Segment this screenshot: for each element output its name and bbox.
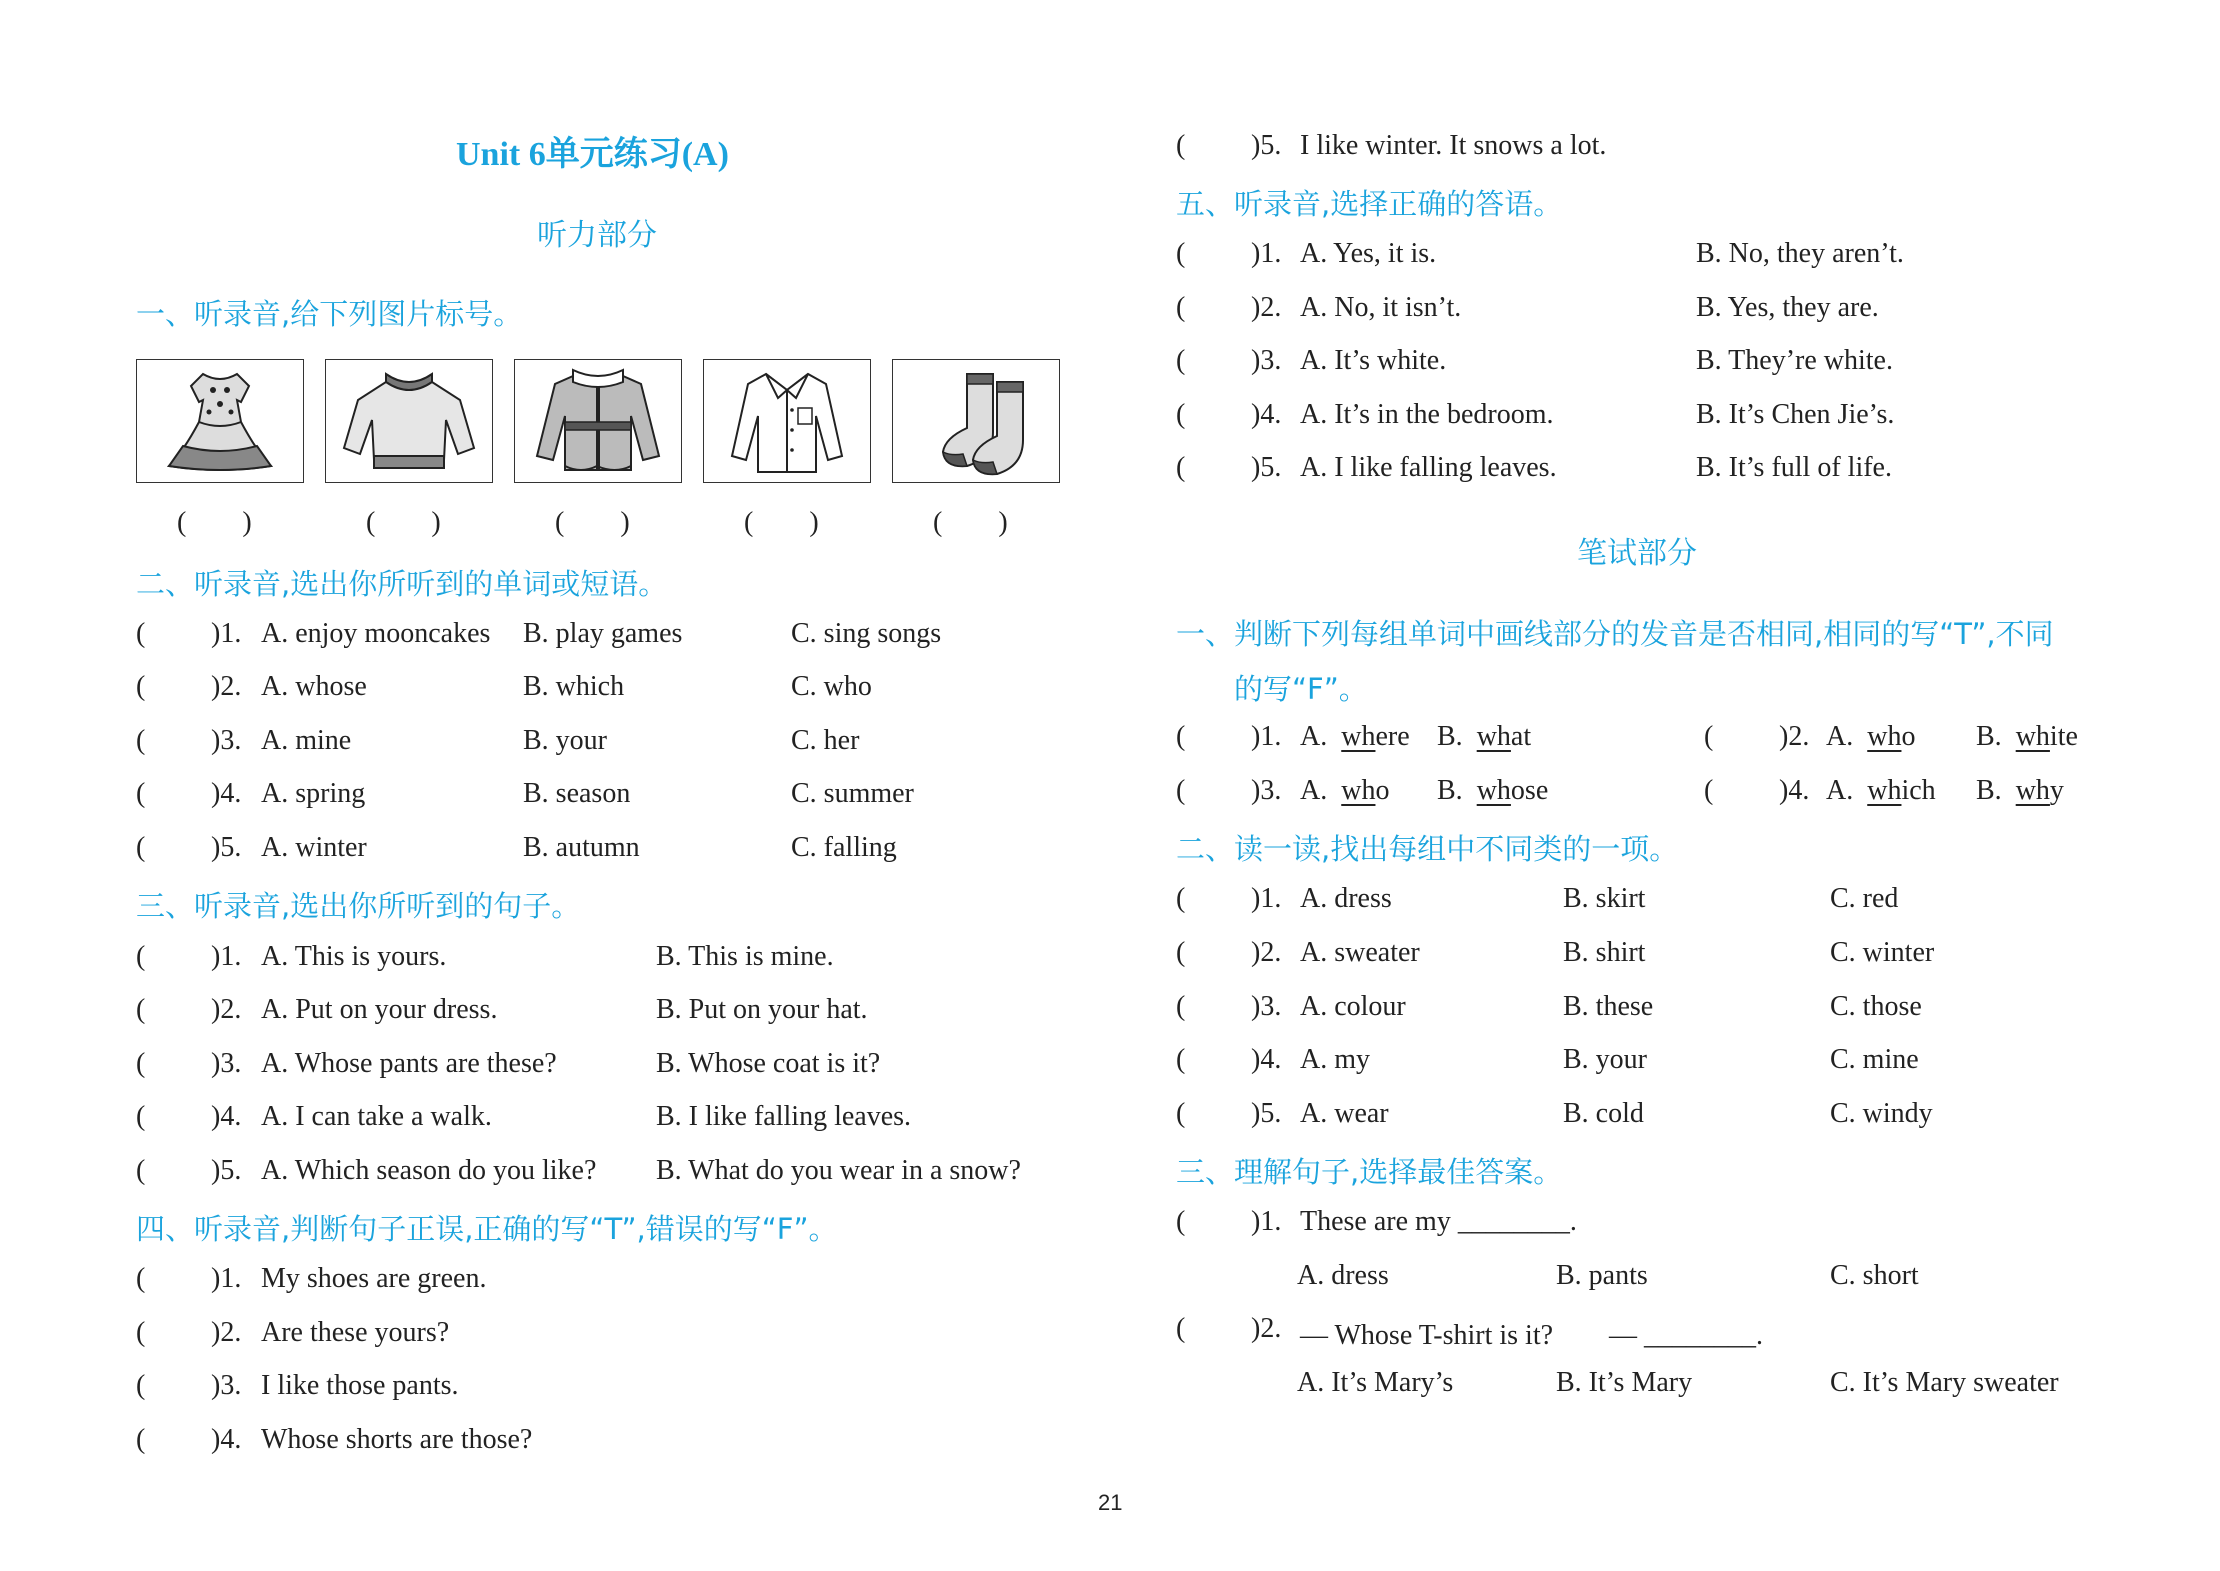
answer-blank[interactable]: ( [136,1317,146,1348]
option-b: B. This is mine. [656,941,834,972]
answer-blank[interactable]: ( [1704,775,1714,806]
w2-heading: 二、读一读,找出每组中不同类的一项。 [1176,832,1679,866]
question-number: )1. [211,1263,242,1294]
question-number: )1. [1251,238,1282,269]
option-b: B. Whose coat is it? [656,1048,881,1079]
answer-blank[interactable]: ( [136,725,146,756]
answer-blank[interactable]: ( [136,671,146,702]
answer-blank[interactable]: ( [1704,721,1714,752]
answer-blank[interactable]: ( [136,1263,146,1294]
option-c: C. mine [1830,1044,1919,1075]
answer-blank[interactable]: ( [1176,399,1186,430]
option-a: A. Whose pants are these? [261,1048,557,1079]
l1-heading: 一、听录音,给下列图片标号。 [136,297,523,331]
answer-blank[interactable]: ( [136,1424,146,1455]
question-number: )2. [1779,721,1810,752]
l4-heading: 四、听录音,判断句子正误,正确的写“T”,错误的写“F”。 [136,1212,838,1246]
question-number: )2. [211,671,242,702]
option-b: B. which [523,671,625,702]
option-b: B. skirt [1563,883,1646,914]
l2-heading: 二、听录音,选出你所听到的单词或短语。 [136,567,668,601]
option-b: B. play games [523,618,683,649]
option-b: B. It’s Mary [1556,1367,1693,1398]
option-c: C. her [791,725,860,756]
statement: My shoes are green. [261,1263,487,1294]
option-c: C. sing songs [791,618,942,649]
option-a: A. It’s white. [1300,345,1447,376]
answer-blank[interactable]: ( [136,994,146,1025]
option-a: A. who [1300,775,1390,806]
answer-blank[interactable]: ( [136,941,146,972]
question-number: )4. [1251,1044,1282,1075]
question-number: )2. [211,1317,242,1348]
answer-blank[interactable]: ( [136,778,146,809]
page-title: Unit 6单元练习(A) [456,136,729,173]
socks-icon [893,360,1059,482]
question-number: )2. [1251,292,1282,323]
option-b: B. pants [1556,1260,1648,1291]
option-b: B. why [1976,775,2064,806]
option-b: B. your [1563,1044,1647,1075]
answer-blank[interactable]: ( [1176,775,1186,806]
option-a: A. Put on your dress. [261,994,498,1025]
option-a: A. This is yours. [261,941,447,972]
question-text: These are my ________. [1300,1206,1577,1237]
answer-blank[interactable]: ( [1176,1044,1186,1075]
question-number: )5. [211,832,242,863]
option-c: C. windy [1830,1098,1933,1129]
coat-icon [515,360,681,482]
option-b: B. They’re white. [1696,345,1893,376]
option-a: A. wear [1300,1098,1389,1129]
question-number: )3. [1251,345,1282,376]
answer-blank[interactable]: ( [1176,345,1186,376]
option-b: B. white [1976,721,2078,752]
option-a: A. mine [261,725,352,756]
option-a: A. Yes, it is. [1300,238,1437,269]
statement: I like those pants. [261,1370,459,1401]
question-number: )2. [211,994,242,1025]
option-a: A. I like falling leaves. [1300,452,1557,483]
option-b: B. these [1563,991,1654,1022]
option-b: B. whose [1437,775,1549,806]
option-c: C. red [1830,883,1899,914]
answer-blank[interactable]: ( ) [933,507,1008,538]
question-number: )2. [1251,937,1282,968]
writing-section-label: 笔试部分 [1577,536,1697,571]
option-b: B. Put on your hat. [656,994,868,1025]
answer-blank[interactable]: ( [1176,1206,1186,1237]
answer-blank[interactable]: ( [1176,883,1186,914]
option-c: C. those [1830,991,1922,1022]
statement: Whose shorts are those? [261,1424,533,1455]
option-a: A. colour [1300,991,1406,1022]
option-a: A. dress [1300,883,1392,914]
answer-blank[interactable]: ( [1176,238,1186,269]
question-number: )4. [211,1424,242,1455]
l5-heading: 五、听录音,选择正确的答语。 [1176,187,1563,221]
option-a: A. No, it isn’t. [1300,292,1462,323]
w1-heading: 一、判断下列每组单词中画线部分的发音是否相同,相同的写“T”,不同 [1176,617,2054,651]
option-b: B. autumn [523,832,640,863]
statement: Are these yours? [261,1317,450,1348]
option-a: A. sweater [1300,937,1420,968]
answer-blank[interactable]: ( [136,1101,146,1132]
question-number: )2. [1251,1313,1282,1344]
l3-heading: 三、听录音,选出你所听到的句子。 [136,889,581,923]
answer-blank[interactable]: ( [1176,1098,1186,1129]
answer-blank[interactable]: ( [1176,937,1186,968]
option-a: A. Which season do you like? [261,1155,597,1186]
question-number: )3. [211,725,242,756]
option-c: C. summer [791,778,914,809]
option-b: B. I like falling leaves. [656,1101,912,1132]
w3-heading: 三、理解句子,选择最佳答案。 [1176,1155,1563,1189]
answer-blank[interactable]: ( [1176,721,1186,752]
question-number: )4. [1251,399,1282,430]
option-a: A. spring [261,778,366,809]
option-c: C. It’s Mary sweater [1830,1367,2059,1398]
question-number: )1. [211,618,242,649]
dress-icon [137,360,303,482]
option-c: C. winter [1830,937,1935,968]
question-number: )1. [211,941,242,972]
statement: I like winter. It snows a lot. [1300,130,1607,161]
question-number: )4. [211,1101,242,1132]
socks-picture [892,359,1060,483]
question-number: )5. [1251,452,1282,483]
question-number: )3. [211,1370,242,1401]
answer-blank[interactable]: ( ) [366,507,441,538]
sweater-icon [326,360,492,482]
option-a: A. It’s Mary’s [1297,1367,1454,1398]
answer-blank[interactable]: ( [1176,292,1186,323]
option-b: B. season [523,778,631,809]
question-number: )4. [211,778,242,809]
answer-blank[interactable]: ( [136,1370,146,1401]
question-number: )4. [1779,775,1810,806]
option-b: B. It’s Chen Jie’s. [1696,399,1895,430]
option-a: A. whose [261,671,367,702]
option-a: A. which [1826,775,1936,806]
question-number: )5. [1251,1098,1282,1129]
answer-blank[interactable]: ( ) [744,507,819,538]
option-a: A. I can take a walk. [261,1101,492,1132]
dress-picture [136,359,304,483]
option-b: B. No, they aren’t. [1696,238,1904,269]
option-b: B. It’s full of life. [1696,452,1892,483]
answer-blank[interactable]: ( [136,618,146,649]
answer-blank[interactable]: ( [1176,991,1186,1022]
question-number: )3. [1251,991,1282,1022]
option-a: A. winter [261,832,367,863]
shirt-picture [703,359,871,483]
answer-blank[interactable]: ( [136,832,146,863]
option-c: C. falling [791,832,897,863]
answer-blank[interactable]: ( ) [177,507,252,538]
option-a: A. my [1300,1044,1370,1075]
question-number: )5. [1251,130,1282,161]
answer-blank[interactable]: ( [1176,130,1186,161]
question-number: )1. [1251,1206,1282,1237]
w1-heading-cont: 的写“F”。 [1234,672,1368,706]
answer-blank[interactable]: ( [1176,1313,1186,1344]
option-a: A. It’s in the bedroom. [1300,399,1554,430]
question-number: )3. [211,1048,242,1079]
answer-blank[interactable]: ( [136,1155,146,1186]
option-a: A. who [1826,721,1916,752]
page-number: 21 [1098,1490,1123,1515]
answer-blank[interactable]: ( [1176,452,1186,483]
coat-picture [514,359,682,483]
option-b: B. shirt [1563,937,1646,968]
answer-blank[interactable]: ( ) [555,507,630,538]
option-b: B. What do you wear in a snow? [656,1155,1021,1186]
option-c: C. who [791,671,872,702]
option-c: C. short [1830,1260,1919,1291]
option-a: A. dress [1297,1260,1389,1291]
answer-blank[interactable]: ( [136,1048,146,1079]
option-a: A. enjoy mooncakes [261,618,491,649]
question-number: )3. [1251,775,1282,806]
question-number: )1. [1251,883,1282,914]
question-number: )1. [1251,721,1282,752]
question-number: )5. [211,1155,242,1186]
option-b: B. your [523,725,607,756]
sweater-picture [325,359,493,483]
shirt-icon [704,360,870,482]
option-a: A. where [1300,721,1410,752]
option-b: B. Yes, they are. [1696,292,1879,323]
option-b: B. cold [1563,1098,1644,1129]
listening-section-label: 听力部分 [537,218,657,253]
question-text: — Whose T-shirt is it? — ________. [1300,1320,1764,1351]
option-b: B. what [1437,721,1532,752]
